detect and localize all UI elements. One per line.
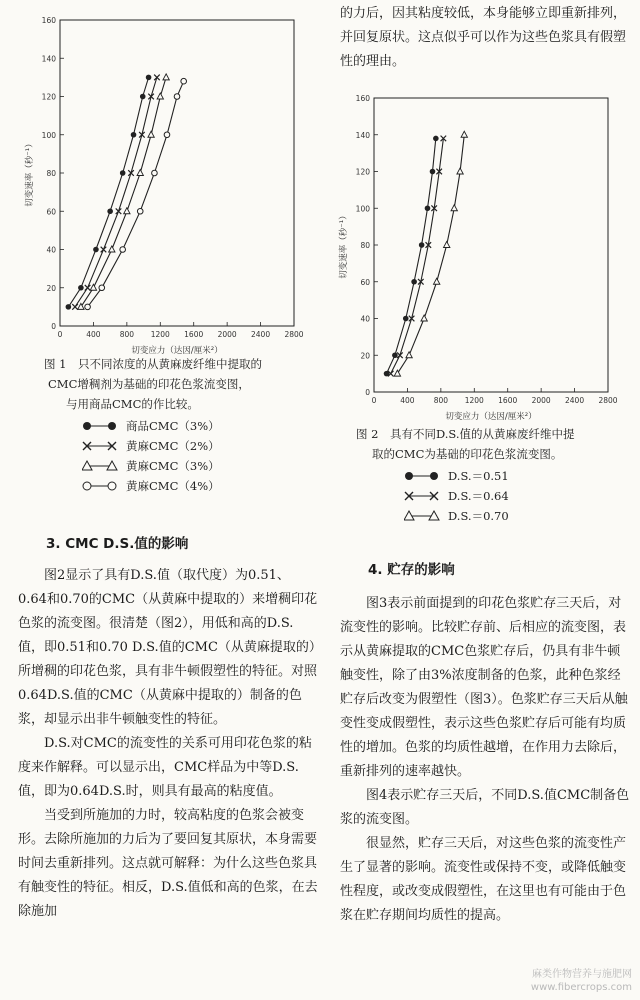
filled-circle-marker-icon bbox=[82, 420, 122, 432]
section-3-body bbox=[18, 564, 318, 924]
x-axis-label: 切变应力（达因/厘米²） bbox=[131, 346, 223, 356]
x-tick-label: 1600 bbox=[184, 330, 204, 339]
data-point bbox=[152, 170, 158, 176]
open-circle-marker-icon bbox=[82, 480, 122, 492]
legend-label: D.S.＝0.64 bbox=[448, 489, 509, 503]
figure-1-legend bbox=[44, 416, 334, 496]
x-tick-label: 1600 bbox=[498, 396, 518, 405]
y-tick-label: 60 bbox=[46, 207, 56, 217]
data-point bbox=[181, 78, 187, 84]
y-tick-label: 60 bbox=[360, 277, 370, 287]
legend-item bbox=[82, 436, 334, 456]
paragraph: 图3表示前面提到的印花色浆贮存三天后，对流变性的影响。比较贮存前、后相应的流变图，表示从黄麻提取的CMC色浆贮存后，仍具有非牛顿触变性，除了由3%浓度制备的色浆，此种色浆经贮存后改变为假塑性（图3）。色浆贮存三天后从触变性变成假塑性，表示这些色浆贮存后可能有均质性的增加。色浆的均质性越增，在作用力去除后，重新排列的速率越快。 bbox=[340, 596, 628, 779]
x-marker-icon bbox=[404, 490, 444, 502]
caption-line: 图 2 具有不同D.S.值的从黄麻废纤维中提 bbox=[356, 427, 575, 441]
y-axis-label: 切变速率（秒⁻¹） bbox=[25, 139, 35, 207]
y-tick-label: 140 bbox=[355, 130, 370, 140]
figure-1-svg bbox=[18, 6, 318, 358]
data-point bbox=[109, 246, 115, 252]
data-point bbox=[131, 132, 137, 138]
legend-label: D.S.＝0.70 bbox=[448, 509, 509, 523]
data-point bbox=[148, 131, 154, 137]
legend-label: 黄麻CMC（3%） bbox=[126, 459, 220, 473]
x-tick-label: 2000 bbox=[217, 330, 237, 339]
data-point bbox=[403, 316, 409, 322]
data-point bbox=[90, 284, 96, 290]
series-line bbox=[391, 138, 444, 373]
data-point bbox=[174, 94, 180, 100]
data-point bbox=[93, 247, 99, 253]
right-top-text bbox=[340, 2, 632, 74]
caption-line: 取的CMC为基础的印花色浆流变图。 bbox=[372, 447, 563, 461]
data-point bbox=[157, 93, 163, 99]
data-point bbox=[154, 75, 160, 81]
x-tick-label: 800 bbox=[433, 396, 449, 405]
y-tick-label: 140 bbox=[41, 54, 56, 64]
watermark-line: 麻类作物营养与施肥网 bbox=[532, 969, 632, 980]
data-point bbox=[85, 285, 91, 291]
y-tick-label: 100 bbox=[355, 204, 370, 214]
legend-item bbox=[82, 456, 334, 476]
y-tick-label: 120 bbox=[355, 167, 370, 177]
watermark-line: www.fibercrops.com bbox=[530, 982, 632, 993]
series-line bbox=[68, 77, 148, 307]
y-tick-label: 80 bbox=[46, 169, 56, 178]
legend-label: 黄麻CMC（4%） bbox=[126, 479, 220, 493]
series-line bbox=[88, 81, 184, 307]
legend-item bbox=[404, 466, 636, 486]
paragraph: D.S.对CMC的流变性的关系可用印花色浆的粘度来作解释。可以显示出，CMC样品为中等D.S.值，即为0.64D.S.时，则具有最高的粘度值。 bbox=[18, 736, 312, 799]
x-axis-label: 切变应力（达因/厘米²） bbox=[445, 412, 537, 422]
y-axis-label: 切变速率（秒⁻¹） bbox=[339, 211, 349, 279]
y-tick-label: 160 bbox=[355, 94, 370, 103]
y-tick-label: 20 bbox=[46, 283, 56, 293]
data-point bbox=[120, 247, 126, 253]
data-point bbox=[137, 170, 143, 176]
legend-item bbox=[404, 506, 636, 526]
x-tick-label: 1200 bbox=[464, 396, 484, 405]
x-tick-label: 2400 bbox=[565, 396, 585, 405]
data-point bbox=[164, 132, 170, 138]
data-point bbox=[140, 94, 146, 100]
x-tick-label: 1200 bbox=[150, 330, 170, 339]
x-tick-label: 400 bbox=[86, 330, 101, 339]
figure-2-legend bbox=[356, 466, 636, 526]
y-tick-label: 100 bbox=[41, 130, 56, 140]
caption-line: 与用商品CMC的作比较。 bbox=[66, 397, 199, 411]
data-point bbox=[85, 304, 91, 310]
data-point bbox=[397, 352, 403, 358]
x-tick-label: 0 bbox=[57, 330, 63, 339]
data-point bbox=[101, 247, 107, 253]
legend-item bbox=[82, 476, 334, 496]
data-point bbox=[425, 205, 431, 211]
x-tick-label: 400 bbox=[400, 396, 415, 405]
legend-item bbox=[404, 486, 636, 506]
data-point bbox=[444, 242, 450, 248]
legend-item bbox=[82, 416, 334, 436]
section-4-heading: 4. 贮存的影响 bbox=[368, 562, 455, 578]
figure-1-caption bbox=[44, 354, 334, 496]
figure-1-chart bbox=[18, 6, 318, 358]
section-3-heading: 3. CMC D.S.值的影响 bbox=[46, 536, 189, 552]
y-tick-label: 0 bbox=[51, 322, 56, 331]
y-tick-label: 40 bbox=[46, 245, 56, 255]
data-point bbox=[137, 208, 143, 214]
triangle-marker-icon bbox=[404, 510, 444, 522]
triangle-marker-icon bbox=[82, 460, 122, 472]
data-point bbox=[72, 304, 78, 310]
y-tick-label: 20 bbox=[360, 351, 370, 361]
x-tick-label: 2400 bbox=[251, 330, 271, 339]
data-point bbox=[116, 208, 122, 214]
caption-line: CMC增稠剂为基础的印花色浆流变图， bbox=[48, 377, 250, 391]
legend-label: D.S.＝0.51 bbox=[448, 469, 509, 483]
data-point bbox=[78, 285, 84, 291]
x-tick-label: 800 bbox=[119, 330, 135, 339]
data-point bbox=[163, 74, 169, 80]
plot-frame bbox=[374, 98, 608, 392]
data-point bbox=[406, 352, 412, 358]
figure-2-svg bbox=[332, 88, 632, 426]
data-point bbox=[146, 75, 152, 81]
x-marker-icon bbox=[82, 440, 122, 452]
data-point bbox=[419, 242, 425, 248]
y-tick-label: 0 bbox=[365, 388, 370, 397]
data-point bbox=[421, 315, 427, 321]
data-point bbox=[433, 278, 439, 284]
x-tick-label: 2800 bbox=[284, 330, 304, 339]
paragraph: 很显然，贮存三天后，对这些色浆的流变性产生了显著的影响。流变性或保持不变，或降低触变性程度，或改变成假塑性，在这里也有可能由于色浆在贮存期间均质性的提高。 bbox=[340, 836, 627, 923]
paragraph: 图4表示贮存三天后，不同D.S.值CMC制备色浆的流变图。 bbox=[340, 788, 630, 827]
site-watermark bbox=[531, 968, 632, 994]
y-tick-label: 80 bbox=[360, 241, 370, 250]
x-tick-label: 2000 bbox=[531, 396, 551, 405]
data-point bbox=[433, 136, 439, 142]
plot-frame bbox=[60, 20, 294, 326]
data-point bbox=[430, 169, 436, 175]
paragraph: 当受到所施加的力时，较高粘度的色浆会被变形。去除所施加的力后为了要回复其原状，本身需要时间去重新排列。这点就可解释：为什么这些色浆具有触变性的特征。相反，D.S.值低和高的色浆，在去除施加 bbox=[18, 808, 318, 919]
data-point bbox=[392, 352, 398, 358]
legend-label: 黄麻CMC（2%） bbox=[126, 439, 220, 453]
figure-2-chart bbox=[332, 88, 632, 426]
data-point bbox=[66, 304, 72, 310]
filled-circle-marker-icon bbox=[404, 470, 444, 482]
data-point bbox=[451, 205, 457, 211]
data-point bbox=[411, 279, 417, 285]
data-point bbox=[124, 208, 130, 214]
caption-line: 图 1 只不同浓度的从黄麻废纤维中提取的 bbox=[44, 357, 262, 371]
figure-2-caption bbox=[356, 424, 636, 526]
legend-label: 商品CMC（3%） bbox=[126, 419, 220, 433]
x-tick-label: 2800 bbox=[598, 396, 618, 405]
data-point bbox=[99, 285, 105, 291]
paragraph: 图2显示了具有D.S.值（取代度）为0.51、0.64和0.70的CMC（从黄麻中提取的）来增稠印花色浆的流变图。很清楚（图2），用低和高的D.S.值，即0.51和0.70 D.S.值的CMC（从黄麻提取的）所增稠的印花色浆，具有非牛顿假塑性的特征。对照0.64D.S.值的CMC（从黄麻中提取的）制备的色浆，却显示出非牛顿触变性的特征。 bbox=[18, 568, 318, 727]
y-tick-label: 40 bbox=[360, 314, 370, 324]
section-4-body bbox=[340, 592, 632, 928]
data-point bbox=[120, 170, 126, 176]
paragraph: 的力后，因其粘度较低，本身能够立即重新排列，并回复原状。这点似乎可以作为这些色浆具有假塑性的理由。 bbox=[340, 6, 627, 69]
y-tick-label: 160 bbox=[41, 16, 56, 25]
y-tick-label: 120 bbox=[41, 92, 56, 102]
x-tick-label: 0 bbox=[371, 396, 377, 405]
data-point bbox=[457, 168, 463, 174]
series-line bbox=[387, 138, 436, 373]
data-point bbox=[107, 208, 113, 214]
data-point bbox=[461, 131, 467, 137]
